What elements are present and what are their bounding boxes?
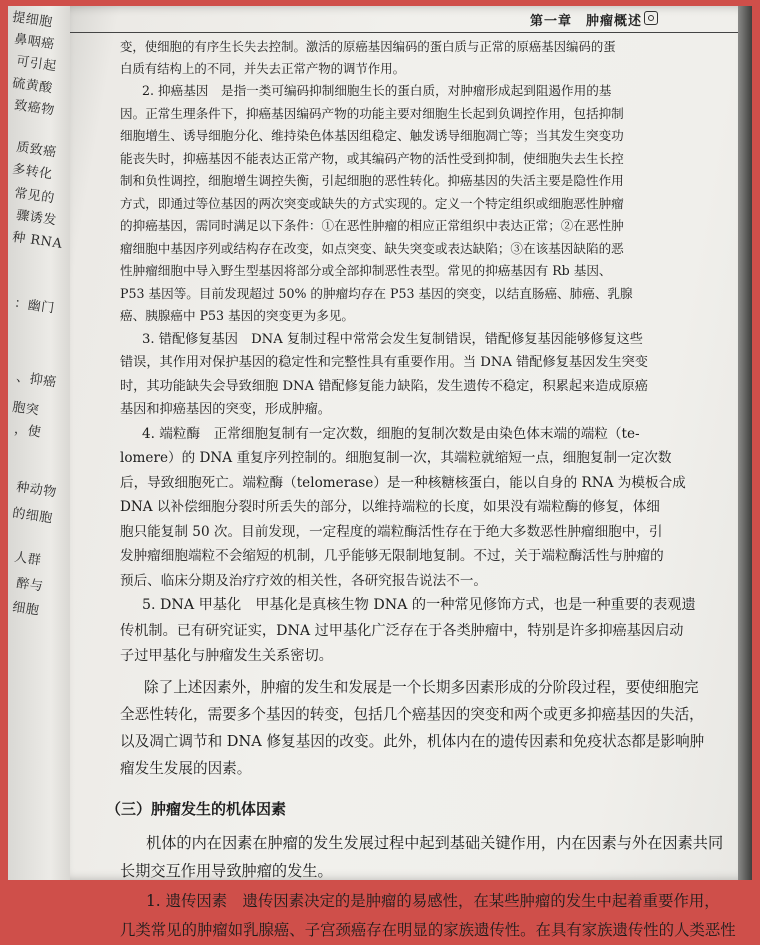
- left-page-fragment: 的细胞: [11, 505, 54, 527]
- text-line: DNA 以补偿细胞分裂时所丢失的部分，以维持端粒的长度，如果没有端粒酶的修复，体细: [120, 499, 660, 515]
- text-line: 子过甲基化与肿瘤发生关系密切。: [120, 648, 333, 664]
- section-heading: （三）肿瘤发生的机体因素: [106, 799, 287, 818]
- text-line: 因。正常生理条件下，抑癌基因编码产物的功能主要对细胞生长起到负调控作用，包括抑制: [120, 105, 624, 121]
- left-page-fragment: 质致癌: [15, 139, 58, 161]
- left-page-fragment: 种 RNA: [11, 229, 64, 252]
- left-page-fragment: ：幽门: [13, 295, 56, 317]
- text-line: P53 基因等。目前发现超过 50% 的肿瘤均存在 P53 基因的突变，以结直肠癌、肺癌、乳腺: [120, 285, 633, 301]
- text-line: 瘤发生发展的因素。: [120, 759, 252, 777]
- text-line: 瘤细胞中基因序列或结构存在改变，如点突变、缺失突变或表达缺陷；③在该基因缺陷的恶: [120, 240, 624, 256]
- left-page-fragment: 胞突: [11, 399, 41, 419]
- chapter-header: 第一章 肿瘤概述: [529, 14, 642, 29]
- paragraph-telomerase: [120, 422, 730, 594]
- left-page-fragment: 多转化: [11, 161, 54, 183]
- text-line: 基因和抑癌基因的突变，形成肿瘤。: [120, 402, 331, 417]
- paragraph-tumor-suppressor: [120, 80, 730, 328]
- running-header: [70, 6, 752, 33]
- page-text: [106, 36, 736, 945]
- left-page-fragment: 醉与: [15, 575, 45, 595]
- text-line: 胞只能复制 50 次。目前发现，一定程度的端粒酶活性存在于绝大多数恶性肿瘤细胞中，引: [120, 523, 663, 540]
- text-line: 5. DNA 甲基化 甲基化是真核生物 DNA 的一种常见修饰方式，也是一种重要的表观遗: [142, 597, 696, 613]
- text-line: 3. 错配修复基因 DNA 复制过程中常常会发生复制错误，错配修复基因能够修复这些: [142, 331, 643, 347]
- paragraph-genetic-factors: [120, 887, 736, 945]
- book-page: [70, 6, 752, 939]
- paragraph-methylation: [120, 593, 730, 670]
- text-line: 后，导致细胞死亡。端粒酶（telomerase）是一种核糖核蛋白，能以自身的 RNA 为模板合成: [120, 474, 686, 491]
- paragraph-intro: [120, 36, 730, 80]
- text-line: 方式，即通过等位基因的两次突变或缺失的方式实现的。定义一个特定组织或细胞恶性肿瘤: [120, 195, 624, 211]
- left-page-fragment: 细胞: [11, 599, 41, 619]
- text-line: 发肿瘤细胞端粒不会缩短的机制，几乎能够无限制地复制。不过，关于端粒酶活性与肿瘤的: [120, 548, 664, 564]
- left-page-fragment: 硫黄酸: [11, 75, 54, 97]
- text-line: 细胞增生、诱导细胞分化、维持染色体基因组稳定、触发诱导细胞凋亡等；当其发生突变功: [120, 128, 624, 143]
- book-photo: [8, 6, 752, 939]
- text-line: 1. 遗传因素 遗传因素决定的是肿瘤的易感性，在某些肿瘤的发生中起着重要作用，: [146, 891, 720, 910]
- chapter-icon: [644, 11, 658, 25]
- page-shadow-edge: [738, 6, 752, 880]
- text-line: 4. 端粒酶 正常细胞复制有一定次数，细胞的复制次数是由染色体末端的端粒（te-: [142, 425, 640, 442]
- text-line: 性肿瘤细胞中导入野生型基因将部分或全部抑制恶性表型。常见的抑癌基因有 Rb 基因、: [120, 263, 612, 278]
- left-page-fragment: ，使: [13, 421, 43, 441]
- text-line: 白质有结构上的不同，并失去正常产物的调节作用。: [120, 61, 405, 76]
- left-page-fragment: 种动物: [15, 479, 58, 501]
- text-line: 癌、胰腺癌中 P53 基因的突变更为多见。: [120, 308, 355, 323]
- text-line: 制和负性调控，细胞增生调控失衡，引起细胞的恶性转化。抑癌基因的失活主要是隐性作用: [120, 173, 624, 188]
- left-page-fragment: 提细胞: [11, 9, 54, 31]
- left-page-fragment: 致癌物: [13, 97, 56, 119]
- left-page-fragment: 常见的: [13, 185, 56, 207]
- text-line: 预后、临床分期及治疗疗效的相关性，各研究报告说法不一。: [120, 572, 488, 589]
- left-page-fragment: 骤诱发: [15, 207, 58, 229]
- text-line: 几类常见的肿瘤如乳腺癌、子宫颈癌存在明显的家族遗传性。在具有家族遗传性的人类恶性: [120, 920, 736, 939]
- text-line: 的抑癌基因，需同时满足以下条件：①在恶性肿瘤的相应正常组织中表达正常；②在恶性肿: [120, 218, 624, 233]
- text-line: 变，使细胞的有序生长失去控制。激活的原癌基因编码的蛋白质与正常的原癌基因编码的蛋: [120, 39, 616, 54]
- text-line: 全恶性转化，需要多个基因的转变，包括几个癌基因的突变和两个或更多抑癌基因的失活，: [120, 705, 704, 723]
- left-page-fragment: 、抑癌: [15, 369, 58, 391]
- left-page-fragment: 鼻咽癌: [13, 31, 56, 53]
- text-line: lomere）的 DNA 重复序列控制的。细胞复制一次，其端粒就缩短一点，细胞复制一定次数: [120, 450, 672, 466]
- text-line: 错误，其作用对保护基因的稳定性和完整性具有重要作用。当 DNA 错配修复基因发生突变: [120, 355, 648, 370]
- text-line: 时，其功能缺失会导致细胞 DNA 错配修复能力缺陷，发生遗传不稳定，积累起来造成原癌: [120, 378, 648, 394]
- text-line: 除了上述因素外，肿瘤的发生和发展是一个长期多因素形成的分阶段过程，要使细胞完: [144, 678, 699, 696]
- text-line: 机体的内在因素在肿瘤的发生发展过程中起到基础关键作用，内在因素与外在因素共同: [146, 833, 724, 852]
- text-line: 2. 抑癌基因 是指一类可编码抑制细胞生长的蛋白质，对肿瘤形成起到阻遏作用的基: [142, 83, 612, 98]
- left-page-fragment: 人群: [13, 549, 43, 569]
- paragraph-internal-factors: [120, 829, 730, 885]
- paragraph-mismatch-repair: [120, 328, 730, 422]
- text-line: 能丧失时，抑癌基因不能表达正常产物，或其编码产物的活性受到抑制，使细胞失去生长控: [120, 150, 624, 166]
- text-line: 以及凋亡调节和 DNA 修复基因的改变。此外，机体内在的遗传因素和免疫状态都是影响肿: [120, 732, 705, 750]
- text-line: 长期交互作用导致肿瘤的发生。: [120, 861, 333, 880]
- left-page-fragment: 可引起: [15, 53, 58, 75]
- text-line: 传机制。已有研究证实，DNA 过甲基化广泛存在于各类肿瘤中，特别是许多抑癌基因启动: [120, 622, 684, 639]
- paragraph-summary: [120, 674, 730, 782]
